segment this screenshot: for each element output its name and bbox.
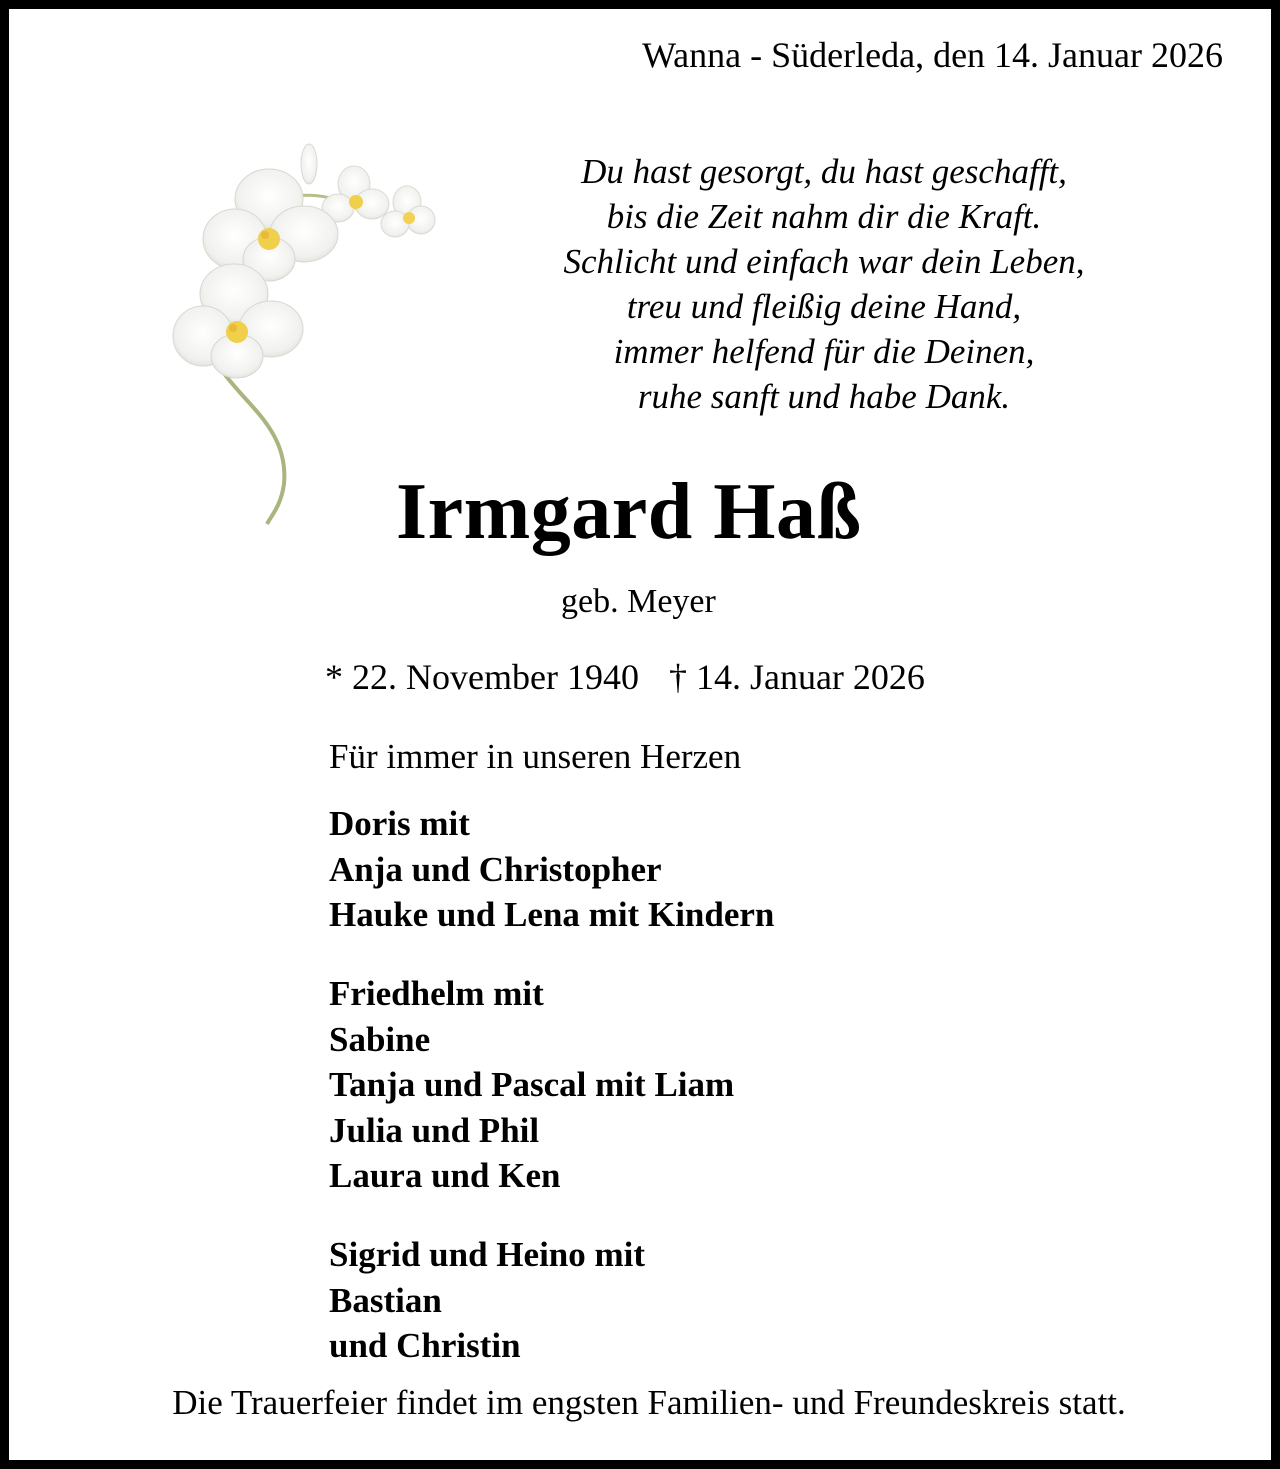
- poem: [509, 149, 1139, 419]
- family-line: Hauke und Lena mit Kindern: [329, 895, 775, 934]
- family-line: Laura und Ken: [329, 1156, 561, 1195]
- family-line: Sabine: [329, 1019, 431, 1059]
- funeral-notice: Die Trauerfeier findet im engsten Familien- und Freundeskreis statt.: [172, 1383, 1126, 1422]
- maiden-name: geb. Meyer: [561, 583, 716, 620]
- family-group: [329, 1232, 645, 1369]
- family-line: Friedhelm mit: [329, 974, 544, 1013]
- poem-line: ruhe sanft und habe Dank.: [637, 377, 1011, 416]
- family-line: Tanja und Pascal mit Liam: [329, 1065, 735, 1104]
- poem-line: immer helfend für die Deinen,: [613, 332, 1035, 371]
- family-line: Doris mit: [329, 804, 470, 843]
- birth-date: * 22. November 1940: [325, 657, 639, 697]
- family-group: [329, 971, 734, 1199]
- family-line: Bastian: [329, 1280, 442, 1320]
- family-line: und Christin: [329, 1326, 521, 1365]
- family-line: Julia und Phil: [329, 1110, 540, 1150]
- poem-line: treu und fleißig deine Hand,: [626, 287, 1022, 326]
- family-line: Anja und Christopher: [329, 849, 662, 889]
- deceased-name: Irmgard Haß: [396, 468, 862, 556]
- place-date: Wanna - Süderleda, den 14. Januar 2026: [642, 35, 1223, 75]
- family-group: [329, 801, 774, 938]
- life-dates: [325, 655, 925, 699]
- death-date: † 14. Januar 2026: [668, 657, 925, 697]
- poem-line: bis die Zeit nahm dir die Kraft.: [606, 197, 1042, 236]
- poem-line: Du hast gesorgt, du hast geschafft,: [581, 152, 1067, 191]
- tribute-text: Für immer in unseren Herzen: [329, 737, 742, 776]
- poem-line: Schlicht und einfach war dein Leben,: [563, 242, 1085, 281]
- family-line: Sigrid und Heino mit: [329, 1235, 646, 1274]
